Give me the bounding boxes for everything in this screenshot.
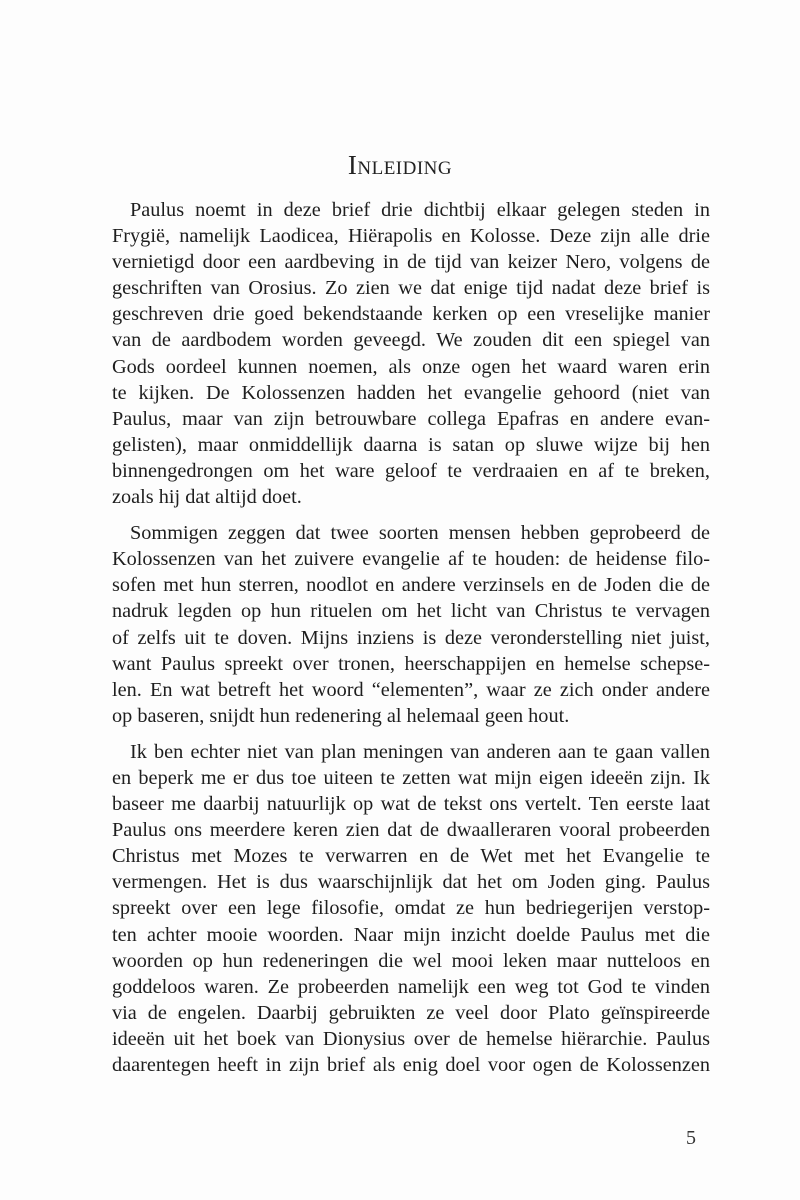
text-line: Frygië, namelijk Laodicea, Hiërapolis en Kolosse. Deze zijn alle drie — [112, 225, 710, 248]
text-line: of zelfs uit te doven. Mijns inziens is deze veronderstelling niet juist, — [112, 626, 710, 649]
text-line: te kijken. De Kolossenzen hadden het evangelie gehoord (niet van — [112, 381, 710, 404]
paragraph-1 — [112, 197, 710, 510]
text-line: len. En wat betreft het woord “elementen”, waar ze zich onder andere — [112, 678, 710, 701]
text-line: Gods oordeel kunnen noemen, als onze ogen het waard waren erin — [112, 355, 710, 378]
page-number: 5 — [686, 1127, 696, 1149]
text-line: ideeën uit het boek van Dionysius over de hemelse hiërarchie. Paulus — [112, 1027, 710, 1050]
text-line: en beperk me er dus toe uiteen te zetten wat mijn eigen ideeën zijn. Ik — [112, 766, 710, 789]
text-line: nadruk legden op hun rituelen om het licht van Christus te vervagen — [112, 600, 710, 623]
text-line: daarentegen heeft in zijn brief als enig doel voor ogen de Kolossenzen — [112, 1054, 710, 1076]
text-line: Paulus noemt in deze brief drie dichtbij elkaar gelegen steden in — [130, 199, 710, 221]
text-line: sofen met hun sterren, noodlot en andere verzinsels en de Joden die de — [112, 574, 710, 597]
text-line: zoals hij dat altijd doet. — [112, 486, 302, 509]
text-line: baseer me daarbij natuurlijk op wat de tekst ons vertelt. Ten eerste laat — [112, 793, 710, 816]
text-line: geschriften van Orosius. Zo zien we dat enige tijd nadat deze brief is — [112, 277, 710, 300]
text-line: goddeloos waren. Ze probeerden namelijk een weg tot God te vinden — [112, 975, 710, 998]
text-line: vermengen. Het is dus waarschijnlijk dat het om Joden ging. Paulus — [112, 871, 710, 894]
text-line: Kolossenzen van het zuivere evangelie af te houden: de heidense filo- — [112, 548, 710, 571]
text-line: Paulus, maar van zijn betrouwbare collega Epafras en andere evan- — [112, 407, 710, 430]
text-line: Paulus ons meerdere keren zien dat de dwaalleraren vooral probeerden — [112, 819, 710, 842]
chapter-title: Inleiding — [347, 150, 453, 180]
text-line: want Paulus spreekt over tronen, heerschappijen en hemelse schepse- — [112, 652, 710, 675]
text-line: woorden op hun redeneringen die wel mooi leken maar nutteloos en — [112, 949, 710, 972]
body-text — [112, 197, 710, 1088]
text-line: gelisten), maar onmiddellijk daarna is satan op sluwe wijze bij hen — [112, 433, 710, 456]
paragraph-3 — [112, 739, 710, 1078]
text-line: vernietigd door een aardbeving in de tijd van keizer Nero, volgens de — [112, 251, 710, 274]
paragraph-2 — [112, 520, 710, 729]
text-line: ten achter mooie woorden. Naar mijn inzicht doelde Paulus met die — [112, 923, 710, 946]
text-line: via de engelen. Daarbij gebruikten ze veel door Plato geïnspireerde — [112, 1001, 710, 1024]
text-line: Ik ben echter niet van plan meningen van anderen aan te gaan vallen — [130, 740, 710, 763]
text-line: van de aardbodem worden geveegd. We zouden dit een spiegel van — [112, 329, 710, 352]
text-line: binnengedrongen om het ware geloof te verdraaien en af te breken, — [112, 459, 710, 482]
text-line: Sommigen zeggen dat twee soorten mensen hebben geprobeerd de — [130, 522, 710, 545]
text-line: geschreven drie goed bekendstaande kerken op een vreselijke manier — [112, 303, 710, 326]
text-line: op baseren, snijdt hun redenering al helemaal geen hout. — [112, 704, 570, 727]
text-line: spreekt over een lege filosofie, omdat ze hun bedriegerijen verstop- — [112, 897, 710, 920]
text-line: Christus met Mozes te verwarren en de Wet met het Evangelie te — [112, 845, 710, 868]
